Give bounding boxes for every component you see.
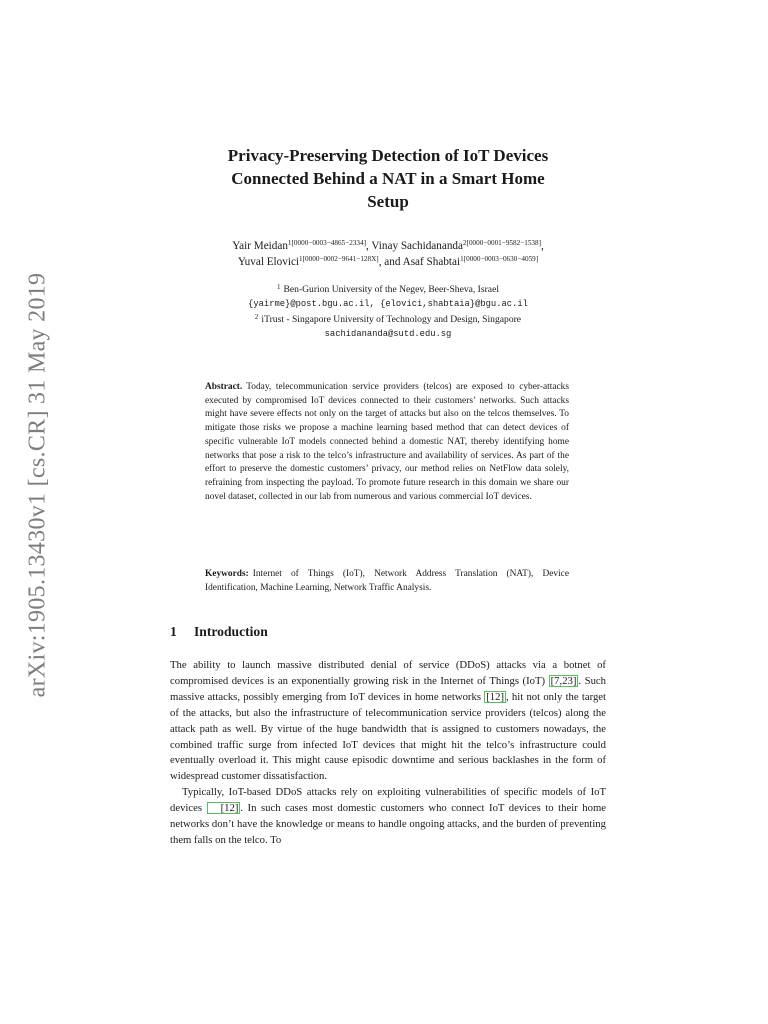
author-separator: , — [541, 240, 544, 252]
affiliation-marker: 2 — [254, 313, 259, 321]
author-name: Asaf Shabtai — [402, 256, 461, 268]
abstract-label: Abstract. — [205, 382, 243, 392]
arxiv-identifier: arXiv:1905.13430v1 [cs.CR] 31 May 2019 — [24, 272, 51, 698]
abstract-text: Today, telecommunication service providers (telcos) are exposed to cyber-attacks executed by compromised IoT devices connected to their customers’ networks. Such attacks might have severe effects not only on the target of attacks but also on the telcos themselves. To mitigate those risks we propose a machine learning based method that can detect devices of specific vulnerable IoT models connected behind a domestic NAT, thereby identifying home networks that pose a risk to the telco’s infrastructure and availability of services. As part of the effort to preserve the domestic customers’ privacy, our method relies on NetFlow data solely, refraining from inspecting the payload. To promote future research in this domain we share our novel dataset, collected in our lab from numerous and various commercial IoT devices. — [205, 382, 569, 502]
citation-link[interactable]: [12] — [207, 802, 241, 814]
title-line: Connected Behind a NAT in a Smart Home — [231, 169, 545, 188]
body-text — [170, 658, 606, 849]
affiliation-name: iTrust - Singapore University of Technology and Design, Singapore — [261, 314, 522, 325]
author-separator: , and — [378, 256, 403, 268]
title-line: Setup — [367, 192, 409, 211]
citation-link[interactable]: [12] — [486, 690, 505, 703]
affiliation-1 — [170, 282, 606, 297]
citation-link[interactable]: [7,23] — [550, 674, 577, 687]
paragraph — [170, 785, 606, 849]
paragraph — [170, 658, 606, 785]
keywords-text: Internet of Things (IoT), Network Address Translation (NAT), Device Identification, Machine Learning, Network Traffic Analysis. — [205, 569, 569, 593]
affiliation-2 — [170, 312, 606, 327]
author-line — [170, 238, 606, 254]
text-run: Typically, IoT-based DDoS attacks rely on exploiting vulnerabilities of specific models of IoT devices — [170, 786, 606, 815]
text-run: The ability to launch massive distributed denial of service (DDoS) attacks via a botnet of compromised devices is an exponentially growing risk in the Internet of Things (IoT) — [170, 659, 606, 687]
author-list — [170, 238, 606, 270]
section-title: Introduction — [194, 624, 268, 639]
text-run: . Such massive attacks, possibly emerging from IoT devices in home networks — [170, 674, 607, 703]
affiliation-name: Ben-Gurion University of the Negev, Beer-Sheva, Israel — [283, 284, 499, 295]
text-run: . In such cases most domestic customers who connect IoT devices to their home networks don’t have the knowledge or means to handle ongoing attacks, and the burden of preventing them falls on the telco. To — [170, 802, 607, 846]
affiliation-marker: 1 — [276, 283, 281, 291]
section-heading — [170, 624, 606, 640]
affiliations — [170, 282, 606, 342]
affiliation-2-email: sachidananda@sutd.edu.sg — [324, 329, 452, 339]
abstract — [205, 381, 569, 504]
affiliation-1-emails: {yairme}@post.bgu.ac.il, {elovici,shabtaia}@bgu.ac.il — [248, 299, 528, 309]
arxiv-sidebar — [18, 265, 58, 705]
keywords-label: Keywords: — [205, 569, 249, 579]
paper-title — [170, 144, 606, 213]
author-orcid: 1[0000−0003−4865−2334] — [287, 239, 366, 247]
text-run: , hit not only the target of the attacks, but also the infrastructure of telecommunication service providers (telcos) along the attack path as well. By virtue of the huge bandwidth that is assigned to customers nowadays, the combined traffic surge from infected IoT devices that might hit the telco’s infrastructure could eventually overload it. This might cause episodic downtime and serious backlashes in the form of widespread customer dissatisfaction. — [170, 690, 607, 783]
keywords — [205, 568, 569, 595]
section-number: 1 — [170, 624, 177, 639]
author-orcid: 1[0000−0002−9641−128X] — [299, 255, 379, 263]
title-line: Privacy-Preserving Detection of IoT Devices — [227, 146, 549, 165]
author-name: Vinay Sachidananda — [371, 240, 463, 252]
author-name: Yair Meidan — [232, 240, 288, 252]
author-separator: , — [365, 240, 372, 252]
author-name: Yuval Elovici — [237, 256, 300, 268]
author-orcid: 1[0000−0003−0630−4059] — [460, 255, 539, 263]
author-line — [170, 254, 606, 270]
author-orcid: 2[0000−0001−9582−1538] — [462, 239, 542, 247]
